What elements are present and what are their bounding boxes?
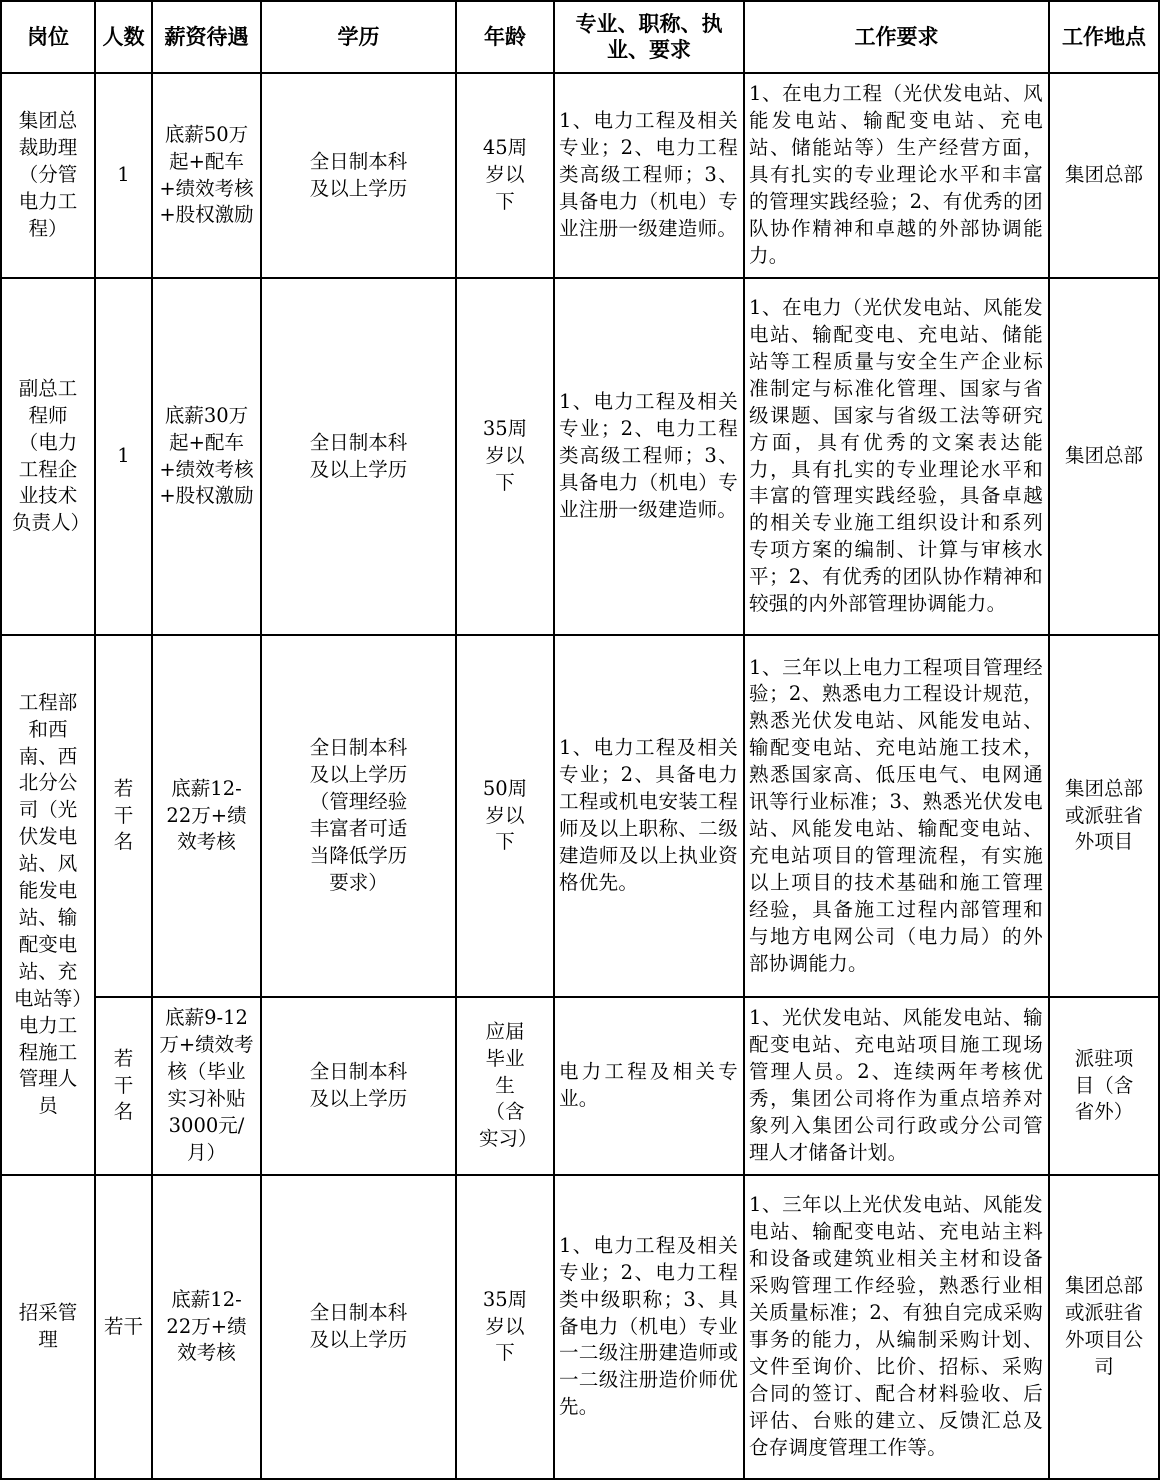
cell-position: 招采管理: [1, 1175, 95, 1479]
cell-location: 集团总部: [1049, 278, 1159, 635]
cell-major: 1、电力工程及相关专业；2、电力工程类高级工程师；3、具备电力（机电）专业注册一级建造师。: [554, 278, 744, 635]
cell-major: 1、电力工程及相关专业；2、电力工程类中级职称；3、具备电力（机电）专业一二级注册建造师或一二级注册造价师优先。: [554, 1175, 744, 1479]
header-position: 岗位: [1, 1, 95, 73]
cell-education: 全日制本科及以上学历: [261, 1175, 456, 1479]
cell-salary: 底薪12-22万+绩效考核: [152, 1175, 261, 1479]
table-row: [1, 997, 1159, 1175]
cell-age: 50周岁以下: [456, 635, 554, 997]
cell-education: 全日制本科及以上学历: [261, 997, 456, 1175]
header-education: 学历: [261, 1, 456, 73]
cell-salary: 底薪12-22万+绩效考核: [152, 635, 261, 997]
cell-location: 集团总部: [1049, 73, 1159, 278]
cell-major: 1、电力工程及相关专业；2、电力工程类高级工程师；3、具备电力（机电）专业注册一级建造师。: [554, 73, 744, 278]
cell-position: 工程部和西南、西北分公司（光伏发电站、风能发电站、输配变电站、充电站等）电力工程施工管理人员: [1, 635, 95, 1175]
table-row: [1, 73, 1159, 278]
cell-count: 若干名: [95, 635, 152, 997]
cell-position: 集团总裁助理（分管电力工程）: [1, 73, 95, 278]
cell-requirements: 1、在电力（光伏发电站、风能发电站、输配变电、充电站、储能站等工程质量与安全生产企业标准制定与标准化管理、国家与省级课题、国家与省级工法等研究方面，具有优秀的文案表达能力，具有扎实的专业理论水平和丰富的管理实践经验，具备卓越的相关专业施工组织设计和系列专项方案的编制、计算与审核水平；2、有优秀的团队协作精神和较强的内外部管理协调能力。: [744, 278, 1049, 635]
header-major: 专业、职称、执业、要求: [554, 1, 744, 73]
cell-major: 电力工程及相关专业。: [554, 997, 744, 1175]
table-row: [1, 1175, 1159, 1479]
cell-education: 全日制本科及以上学历: [261, 73, 456, 278]
cell-education: 全日制本科及以上学历（管理经验丰富者可适当降低学历要求）: [261, 635, 456, 997]
header-requirements: 工作要求: [744, 1, 1049, 73]
header-location: 工作地点: [1049, 1, 1159, 73]
header-age: 年龄: [456, 1, 554, 73]
cell-age: 应届毕业生（含实习）: [456, 997, 554, 1175]
cell-age: 35周岁以下: [456, 1175, 554, 1479]
table-row: [1, 635, 1159, 997]
cell-age: 45周岁以下: [456, 73, 554, 278]
header-salary: 薪资待遇: [152, 1, 261, 73]
cell-age: 35周岁以下: [456, 278, 554, 635]
cell-salary: 底薪50万起+配车+绩效考核+股权激励: [152, 73, 261, 278]
cell-requirements: 1、三年以上电力工程项目管理经验；2、熟悉电力工程设计规范，熟悉光伏发电站、风能发电站、输配变电站、充电站施工技术，熟悉国家高、低压电气、电网通讯等行业标准；3、熟悉光伏发电站、风能发电站、输配变电站、充电站项目的管理流程，有实施以上项目的技术基础和施工管理经验，具备施工过程内部管理和与地方电网公司（电力局）的外部协调能力。: [744, 635, 1049, 997]
cell-location: 集团总部或派驻省外项目: [1049, 635, 1159, 997]
table-row: [1, 278, 1159, 635]
cell-location: 集团总部或派驻省外项目公司: [1049, 1175, 1159, 1479]
header-count: 人数: [95, 1, 152, 73]
header-row: [1, 1, 1159, 73]
cell-count: 1: [95, 278, 152, 635]
cell-count: 若干: [95, 1175, 152, 1479]
cell-count: 若干名: [95, 997, 152, 1175]
cell-position: 副总工程师（电力工程企业技术负责人）: [1, 278, 95, 635]
cell-requirements: 1、在电力工程（光伏发电站、风能发电站、输配变电站、充电站、储能站等）生产经营方面，具有扎实的专业理论水平和丰富的管理实践经验；2、有优秀的团队协作精神和卓越的外部协调能力。: [744, 73, 1049, 278]
cell-location: 派驻项目（含省外）: [1049, 997, 1159, 1175]
cell-major: 1、电力工程及相关专业；2、具备电力工程或机电安装工程师及以上职称、二级建造师及以上执业资格优先。: [554, 635, 744, 997]
cell-requirements: 1、三年以上光伏发电站、风能发电站、输配变电站、充电站主料和设备或建筑业相关主材和设备采购管理工作经验，熟悉行业相关质量标准；2、有独自完成采购事务的能力，从编制采购计划、文件至询价、比价、招标、采购合同的签订、配合材料验收、后评估、台账的建立、反馈汇总及仓存调度管理工作等。: [744, 1175, 1049, 1479]
cell-count: 1: [95, 73, 152, 278]
cell-requirements: 1、光伏发电站、风能发电站、输配变电站、充电站项目施工现场管理人员。2、连续两年考核优秀，集团公司将作为重点培养对象列入集团公司行政或分公司管理人才储备计划。: [744, 997, 1049, 1175]
cell-salary: 底薪30万起+配车+绩效考核+股权激励: [152, 278, 261, 635]
cell-education: 全日制本科及以上学历: [261, 278, 456, 635]
cell-salary: 底薪9-12万+绩效考核（毕业实习补贴3000元/月）: [152, 997, 261, 1175]
